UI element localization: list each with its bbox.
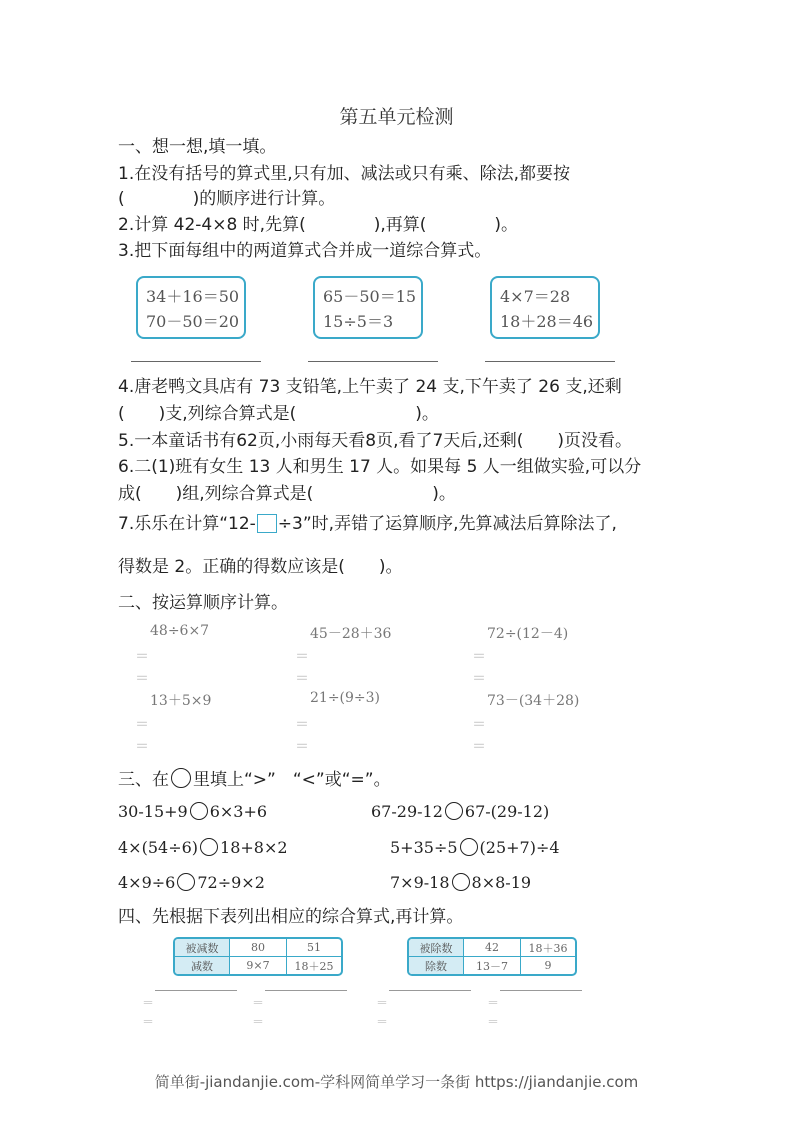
- eq-sign: ＝: [472, 671, 486, 687]
- answer-circle[interactable]: [445, 802, 463, 820]
- compare-row-2-left: [118, 838, 288, 857]
- table-cell: 80: [230, 939, 287, 957]
- table-cell: 42: [464, 939, 521, 957]
- q3-group-3: [490, 276, 600, 339]
- eq-sign: ＝: [295, 717, 309, 733]
- q4-line2: ( )支,列综合算式是( )。: [118, 404, 439, 424]
- eq-sign: ＝: [472, 649, 486, 665]
- q7-suffix: ÷3”时,弄错了运算顺序,先算减法后算除法了,: [277, 514, 617, 534]
- compare-row-2-right: [390, 838, 560, 857]
- q3-group-1-line1: 34＋16＝50: [146, 287, 240, 306]
- expr: 4×9÷6: [118, 873, 176, 892]
- answer-line[interactable]: [155, 990, 237, 991]
- eq-sign: ＝: [135, 717, 149, 733]
- q7-prefix: 7.乐乐在计算“12-: [118, 514, 256, 534]
- q3: 3.把下面每组中的两道算式合并成一道综合算式。: [118, 241, 492, 261]
- expr: 72÷9×2: [197, 873, 265, 892]
- q7-line2: 得数是 2。正确的得数应该是( )。: [118, 557, 403, 577]
- footer-watermark: 简单街-jiandanjie.com-学科网简单学习一条街 https://jiandanjie.com: [154, 1073, 639, 1091]
- eq-sign: ＝: [252, 996, 265, 1010]
- eq-sign: ＝: [295, 739, 309, 755]
- eq-sign: ＝: [295, 649, 309, 665]
- q4-line1: 4.唐老鸭文具店有 73 支铅笔,上午卖了 24 支,下午卖了 26 支,还剩: [118, 377, 622, 397]
- expr: 4×(54÷6): [118, 838, 199, 857]
- q3-answer-line-2[interactable]: [308, 361, 438, 362]
- data-table-subtraction: [173, 937, 343, 976]
- table-cell-label: 减数: [175, 957, 230, 974]
- answer-line[interactable]: [500, 990, 582, 991]
- page-title: 第五单元检测: [339, 106, 454, 128]
- calc-item-5: 21÷(9÷3): [310, 690, 381, 706]
- answer-line[interactable]: [389, 990, 471, 991]
- eq-sign: ＝: [487, 996, 500, 1010]
- expr: 30-15+9: [118, 802, 188, 821]
- calc-item-1: 48÷6×7: [150, 623, 210, 639]
- section4-heading: 四、先根据下表列出相应的综合算式,再计算。: [118, 907, 464, 927]
- q3-answer-line-3[interactable]: [485, 361, 615, 362]
- answer-circle[interactable]: [200, 838, 218, 856]
- q3-group-2-line2: 15÷5＝3: [323, 312, 394, 331]
- eq-sign: ＝: [376, 996, 389, 1010]
- answer-circle[interactable]: [190, 802, 208, 820]
- section2-heading: 二、按运算顺序计算。: [118, 593, 288, 613]
- eq-sign: ＝: [135, 671, 149, 687]
- q2: 2.计算 42-4×8 时,先算( ),再算( )。: [118, 215, 519, 235]
- section1-heading: 一、想一想,填一填。: [118, 137, 277, 157]
- compare-row-1-left: [118, 802, 267, 821]
- expr: 6×3+6: [209, 802, 268, 821]
- eq-sign: ＝: [252, 1015, 265, 1029]
- table-cell: 18＋36: [521, 939, 575, 957]
- blank-square-icon: [257, 514, 277, 533]
- table-cell: 9×7: [230, 957, 287, 974]
- section3-heading: [118, 765, 391, 790]
- q6-line2: 成( )组,列综合算式是( )。: [118, 484, 456, 504]
- eq-sign: ＝: [295, 671, 309, 687]
- eq-sign: ＝: [135, 739, 149, 755]
- answer-circle[interactable]: [177, 873, 195, 891]
- table-cell: 18＋25: [294, 959, 334, 973]
- compare-row-3-right: [390, 873, 531, 892]
- eq-sign: ＝: [487, 1015, 500, 1029]
- q3-group-1-line2: 70－50＝20: [146, 312, 240, 331]
- table-cell: 51: [287, 939, 341, 957]
- q3-group-2: [313, 276, 423, 339]
- circle-icon: [171, 768, 191, 788]
- eq-sign: ＝: [472, 717, 486, 733]
- calc-item-2: 45－28＋36: [310, 626, 392, 642]
- q5: 5.一本童话书有62页,小雨每天看8页,看了7天后,还剩( )页没看。: [118, 431, 632, 451]
- table-cell-label: 除数: [409, 957, 464, 974]
- q7-line1: [118, 509, 617, 534]
- q3-group-1: [136, 276, 246, 339]
- expr: 8×8-19: [471, 873, 532, 892]
- table-cell: 13－7: [464, 957, 521, 974]
- answer-circle[interactable]: [460, 838, 478, 856]
- section3-heading-prefix: 三、在: [118, 770, 169, 790]
- section3-heading-suffix: 里填上“>” “<”或“=”。: [193, 770, 391, 790]
- eq-sign: ＝: [376, 1015, 389, 1029]
- eq-sign: ＝: [472, 739, 486, 755]
- expr: 7×9-18: [390, 873, 450, 892]
- q3-group-3-line2: 18＋28＝46: [500, 312, 594, 331]
- eq-sign: ＝: [135, 649, 149, 665]
- calc-item-3: 72÷(12－4): [487, 626, 569, 642]
- q6-line1: 6.二(1)班有女生 13 人和男生 17 人。如果每 5 人一组做实验,可以分: [118, 457, 642, 477]
- q3-group-3-line1: 4×7＝28: [500, 287, 571, 306]
- eq-sign: ＝: [142, 996, 155, 1010]
- expr: 67-29-12: [371, 802, 443, 821]
- expr: (25+7)÷4: [479, 838, 560, 857]
- expr: 67-(29-12): [464, 802, 550, 821]
- calc-item-6: 73－(34＋28): [487, 693, 580, 709]
- expr: 5+35÷5: [390, 838, 458, 857]
- compare-row-1-right: [371, 802, 549, 821]
- eq-sign: ＝: [142, 1015, 155, 1029]
- data-table-division: [407, 937, 577, 976]
- answer-circle[interactable]: [452, 873, 470, 891]
- q1-line2: ( )的顺序进行计算。: [118, 189, 336, 209]
- compare-row-3-left: [118, 873, 265, 892]
- table-cell: 9: [544, 959, 552, 972]
- answer-line[interactable]: [265, 990, 347, 991]
- calc-item-4: 13＋5×9: [150, 693, 212, 709]
- table-cell-label: 被减数: [175, 939, 230, 957]
- expr: 18+8×2: [220, 838, 288, 857]
- table-cell-label: 被除数: [409, 939, 464, 957]
- q3-answer-line-1[interactable]: [131, 361, 261, 362]
- q3-group-2-line1: 65－50＝15: [323, 287, 417, 306]
- q1-line1: 1.在没有括号的算式里,只有加、减法或只有乘、除法,都要按: [118, 164, 571, 184]
